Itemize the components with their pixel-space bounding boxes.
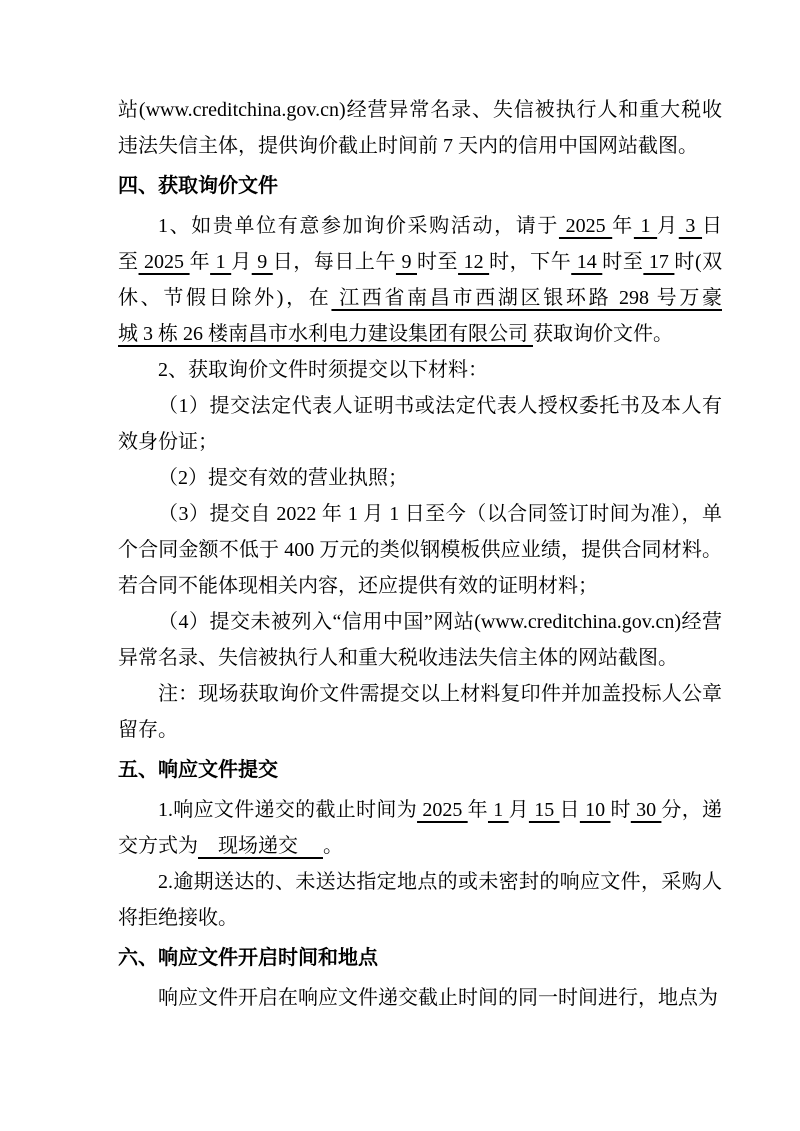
- underlined-fill-in-value: 15: [528, 799, 560, 821]
- text-run: 时至: [602, 251, 644, 273]
- text-run: （1）提交法定代表人证明书或法定代表人授权委托书及本人有效身份证；: [118, 395, 722, 453]
- text-run: 六、响应文件开启时间和地点: [118, 947, 378, 969]
- paragraph-obtain-time-place: [118, 208, 722, 352]
- text-run: 响应文件开启在响应文件递交截止时间的同一时间进行，地点为: [158, 987, 718, 1009]
- paragraph-note-stamped-copies: [118, 676, 722, 748]
- text-run: 月: [657, 215, 679, 237]
- paragraph-materials-intro: [118, 352, 722, 388]
- text-run: 月: [231, 251, 252, 273]
- paragraph-credit-china-continued: [118, 92, 722, 164]
- text-run: 年: [189, 251, 211, 273]
- text-run: 月: [508, 799, 529, 821]
- section-heading-response-document-submission: [118, 752, 722, 788]
- underlined-fill-in-value: 2025: [558, 215, 613, 237]
- text-run: 年: [467, 799, 488, 821]
- text-run: （4）提交未被列入“信用中国”网站(www.creditchina.gov.cn)经营异常名录、失信被执行人和重大税收违法失信主体的网站截图。: [118, 611, 722, 669]
- text-run: 站(www.creditchina.gov.cn)经营异常名录、失信被执行人和重大税收违法失信主体，提供询价截止时间前 7 天内的信用中国网站截图。: [118, 99, 722, 157]
- paragraph-submission-deadline: [118, 792, 722, 864]
- underlined-fill-in-value: 3: [678, 215, 703, 237]
- section-heading-obtain-inquiry-documents: [118, 168, 722, 204]
- text-run: 获取询价文件。: [533, 323, 673, 345]
- underlined-fill-in-value: 9: [395, 251, 417, 273]
- paragraph-opening-info: [118, 980, 722, 1016]
- text-run: 时(双休、节假日除外)，在: [118, 251, 723, 309]
- paragraph-material-2-business-license: [118, 460, 722, 496]
- text-run: 时至: [417, 251, 459, 273]
- underlined-fill-in-value: 现场递交: [198, 835, 323, 857]
- underlined-fill-in-value: 2025: [417, 799, 468, 821]
- text-run: 年: [612, 215, 634, 237]
- text-run: 时: [610, 799, 631, 821]
- section-heading-opening-time-and-place: [118, 940, 722, 976]
- text-run: 四、获取询价文件: [118, 175, 278, 197]
- underlined-fill-in-value: 12: [458, 251, 490, 273]
- paragraph-material-3-contract-performance: [118, 496, 722, 604]
- text-run: 2、获取询价文件时须提交以下材料：: [158, 359, 488, 381]
- underlined-fill-in-value: 江西省南昌市西湖区银环路 298 号万豪城 3 栋 26 楼南昌市水利电力建设集团有限公司: [118, 287, 722, 345]
- underlined-fill-in-value: 9: [251, 251, 273, 273]
- paragraph-material-4-credit-china-screenshot: [118, 604, 722, 676]
- text-run: （2）提交有效的营业执照；: [158, 467, 408, 489]
- text-run: 分，递交方式为: [118, 799, 723, 857]
- underlined-fill-in-value: 30: [630, 799, 662, 821]
- underlined-fill-in-value: 14: [571, 251, 603, 273]
- underlined-fill-in-value: 17: [643, 251, 675, 273]
- text-run: 2.逾期送达的、未送达指定地点的或未密封的响应文件，采购人将拒绝接收。: [118, 871, 722, 929]
- text-run: 日，每日上午: [272, 251, 396, 273]
- underlined-fill-in-value: 1: [633, 215, 658, 237]
- text-run: 日: [559, 799, 580, 821]
- underlined-fill-in-value: 1: [487, 799, 509, 821]
- text-run: 注：现场获取询价文件需提交以上材料复印件并加盖投标人公章留存。: [118, 683, 722, 741]
- text-run: 1.响应文件递交的截止时间为: [158, 799, 418, 821]
- underlined-fill-in-value: 10: [579, 799, 611, 821]
- text-run: 时，下午: [489, 251, 572, 273]
- text-run: 五、响应文件提交: [118, 759, 278, 781]
- text-run: 1、如贵单位有意参加询价采购活动，请于: [158, 215, 559, 237]
- text-run: （3）提交自 2022 年 1 月 1 日至今（以合同签订时间为准），单个合同金额不低于 400 万元的类似钢模板供应业绩，提供合同材料。若合同不能体现相关内容，还应提供有效的证明材料；: [118, 503, 722, 597]
- paragraph-material-1-legal-representative: [118, 388, 722, 460]
- underlined-fill-in-value: 2025: [138, 251, 190, 273]
- underlined-fill-in-value: 1: [210, 251, 232, 273]
- text-run: 日至: [118, 215, 723, 273]
- paragraph-late-submission-rejection: [118, 864, 722, 936]
- text-run: 。: [323, 835, 343, 857]
